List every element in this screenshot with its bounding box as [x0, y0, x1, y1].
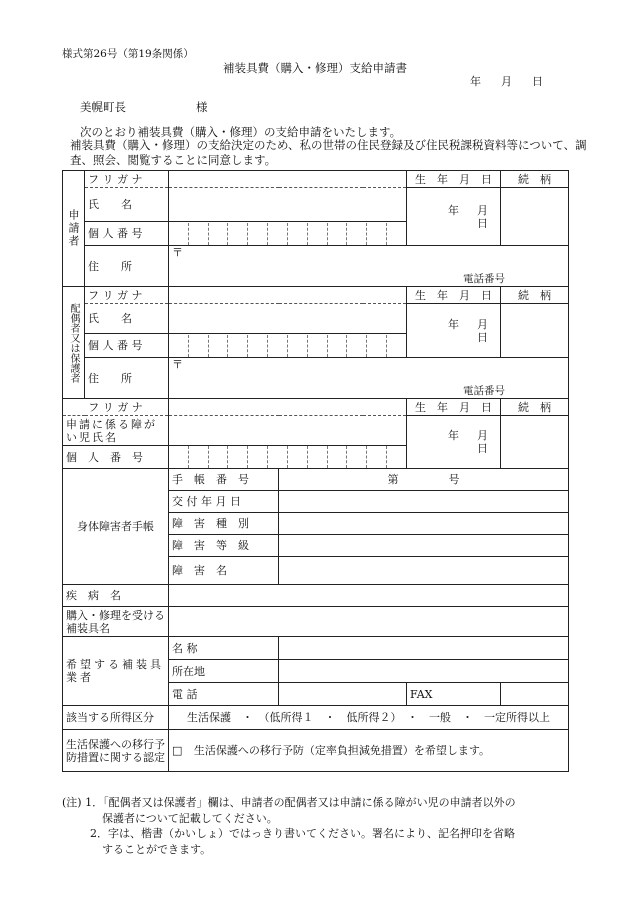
applicant-postal-mark: 〒 — [172, 246, 183, 259]
spouse-birthdate-label: 生 年 月 日 — [407, 287, 501, 304]
note-1-line-a: (注) 1．「配偶者又は保護者」欄は、申請者の配偶者又は申請に係る障がい児の申請者以外の — [62, 796, 516, 809]
disease-name-label: 疾 病 名 — [63, 585, 169, 607]
application-form-table — [62, 170, 569, 772]
child-birth-day: 日 — [477, 442, 489, 455]
vendor-name-label: 名 称 — [169, 637, 279, 660]
date-day: 日 — [532, 75, 543, 88]
spouse-furigana-field[interactable] — [169, 287, 407, 304]
child-birthdate-label: 生 年 月 日 — [407, 399, 501, 416]
vendor-fax-label: FAX — [407, 683, 501, 706]
spouse-number-boxes — [169, 335, 406, 357]
child-personal-number-label: 個 人 番 号 — [63, 446, 169, 469]
applicant-section-label: 申請者 — [63, 171, 85, 287]
income-category-label: 該当する所得区分 — [63, 706, 169, 730]
applicant-personal-number-field[interactable] — [169, 222, 407, 246]
handbook-number-field[interactable] — [279, 469, 569, 491]
disability-name-field[interactable] — [279, 557, 569, 585]
applicant-phone-label: 電話番号 — [463, 273, 506, 285]
vendor-section-label: 希望する補装具業者 — [63, 637, 169, 706]
spouse-address-field[interactable] — [169, 358, 569, 399]
handbook-issue-date-field[interactable] — [279, 491, 569, 513]
spouse-furigana-label: フ リ ガ ナ — [85, 287, 169, 304]
child-furigana-field[interactable] — [169, 399, 407, 416]
applicant-personal-number-label: 個 人 番 号 — [85, 222, 169, 246]
applicant-birthdate-field[interactable] — [407, 188, 501, 246]
spouse-birth-day: 日 — [477, 330, 489, 344]
disability-grade-label: 障 害 等 級 — [169, 535, 279, 557]
disease-name-field[interactable] — [169, 585, 569, 607]
handbook-number-label: 手 帳 番 号 — [169, 469, 279, 491]
applicant-address-field[interactable] — [169, 246, 569, 287]
child-name-label: 申請に係る障がい児氏名 — [63, 416, 169, 446]
date-month: 月 — [501, 75, 512, 88]
vendor-location-field[interactable] — [279, 660, 569, 683]
child-personal-number-field[interactable] — [169, 446, 407, 469]
vendor-phone-field[interactable] — [279, 683, 407, 706]
spouse-name-field[interactable] — [169, 304, 407, 334]
transition-text: 生活保護への移行予防（定率負担減免措置）を希望します。 — [193, 744, 491, 757]
spouse-phone-label: 電話番号 — [463, 385, 506, 397]
device-name-label: 購入・修理を受ける補装具名 — [63, 607, 169, 637]
transition-label: 生活保護への移行予防措置に関する認定 — [63, 730, 169, 772]
addressee-name: 美幌町長 — [80, 100, 126, 114]
disability-name-label: 障 害 名 — [169, 557, 279, 585]
spouse-birthdate-field[interactable] — [407, 304, 501, 358]
transition-field — [169, 730, 569, 772]
child-birth-year: 年 — [448, 429, 460, 442]
vendor-phone-label: 電 話 — [169, 683, 279, 706]
device-name-field[interactable] — [169, 607, 569, 637]
spouse-birth-month: 月 — [477, 317, 489, 331]
applicant-address-label: 住 所 — [85, 246, 169, 287]
intro-line-1: 次のとおり補装具費（購入・修理）の支給申請をいたします。 — [80, 125, 402, 139]
child-birth-month: 月 — [477, 429, 489, 442]
spouse-relation-label: 続 柄 — [501, 287, 569, 304]
date-year: 年 — [470, 75, 481, 88]
spouse-postal-mark: 〒 — [172, 358, 183, 371]
applicant-number-boxes — [169, 223, 406, 245]
applicant-birth-day: 日 — [477, 216, 489, 230]
handbook-number-go: 号 — [448, 473, 460, 486]
form-number: 様式第26号（第19条関係） — [62, 48, 194, 60]
addressee-honorific: 様 — [196, 100, 208, 114]
application-date[interactable] — [470, 73, 563, 89]
note-2-line-a: 2．字は、楷書（かいしょ）ではっきり書いてください。署名により、記名押印を省略 — [90, 827, 515, 840]
handbook-issue-date-label: 交 付 年 月 日 — [169, 491, 279, 513]
applicant-birthdate-label: 生 年 月 日 — [407, 171, 501, 188]
applicant-birth-year: 年 — [448, 203, 460, 217]
spouse-birth-year: 年 — [448, 317, 460, 331]
spouse-section-label: 配偶者又は保護者 — [63, 287, 85, 399]
spouse-relation-field[interactable] — [501, 304, 569, 358]
notes — [62, 795, 582, 857]
disability-type-label: 障 害 種 別 — [169, 513, 279, 535]
note-2-line-b: することができます。 — [102, 842, 212, 856]
intro-line-2: 補装具費（購入・修理）の支給決定のため、私の世帯の住民登録及び住民税課税資料等について、調査、照会、閲覧することに同意します。 — [70, 138, 587, 167]
spouse-name-label: 氏 名 — [85, 304, 169, 334]
child-birthdate-field[interactable] — [407, 416, 501, 469]
vendor-name-field[interactable] — [279, 637, 569, 660]
child-number-boxes — [169, 446, 406, 468]
applicant-relation-field[interactable] — [501, 188, 569, 246]
vendor-location-label: 所在地 — [169, 660, 279, 683]
transition-checkbox[interactable]: □ — [172, 744, 183, 757]
addressee — [80, 99, 208, 115]
applicant-relation-label: 続 柄 — [501, 171, 569, 188]
form-title: 補装具費（購入・修理）支給申請書 — [223, 61, 407, 75]
spouse-address-label: 住 所 — [85, 358, 169, 399]
applicant-birth-month: 月 — [477, 203, 489, 217]
note-1-line-b: 保護者について記載してください。 — [102, 811, 278, 825]
handbook-number-dai: 第 — [387, 473, 399, 486]
disability-grade-field[interactable] — [279, 535, 569, 557]
applicant-name-field[interactable] — [169, 188, 407, 222]
handbook-section-label: 身体障害者手帳 — [63, 469, 169, 585]
income-category-options[interactable]: 生活保護 ・ （低所得１ ・ 低所得２） ・ 一般 ・ 一定所得以上 — [169, 706, 569, 730]
applicant-name-label: 氏 名 — [85, 188, 169, 222]
disability-type-field[interactable] — [279, 513, 569, 535]
spouse-personal-number-label: 個 人 番 号 — [85, 334, 169, 358]
child-relation-label: 続 柄 — [501, 399, 569, 416]
vendor-fax-field[interactable] — [501, 683, 569, 706]
child-furigana-label: フ リ ガ ナ — [63, 399, 169, 416]
child-relation-field[interactable] — [501, 416, 569, 469]
applicant-furigana-label: フ リ ガ ナ — [85, 171, 169, 188]
applicant-furigana-field[interactable] — [169, 171, 407, 188]
child-name-field[interactable] — [169, 416, 407, 446]
spouse-personal-number-field[interactable] — [169, 334, 407, 358]
